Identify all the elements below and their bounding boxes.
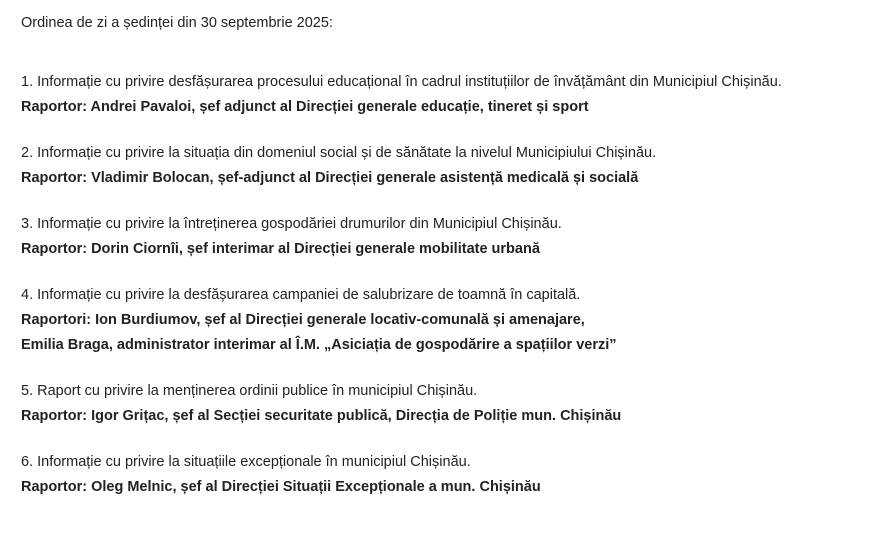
agenda-item-title: 2. Informație cu privire la situația din domeniul social și de sănătate la nivelul Municipiului Chișinău. [21, 145, 657, 161]
agenda-item-reporter: Raportor: Andrei Pavaloi, șef adjunct al Direcției generale educație, tineret și sport [21, 99, 589, 115]
agenda-item-reporter: Raportor: Dorin Ciornîi, șef interimar al Direcției generale mobilitate urbană [21, 241, 540, 257]
agenda-document [21, 13, 881, 497]
agenda-item-1 [21, 72, 881, 117]
agenda-item-title: 5. Raport cu privire la menținerea ordinii publice în municipiul Chișinău. [21, 383, 478, 399]
agenda-item-reporter: Emilia Braga, administrator interimar al Î.M. „Asiciația de gospodărire a spațiilor verzi” [21, 337, 617, 353]
agenda-item-3 [21, 214, 881, 259]
agenda-item-2 [21, 143, 881, 188]
agenda-item-4 [21, 285, 881, 355]
agenda-item-title: 3. Informație cu privire la întreținerea gospodăriei drumurilor din Municipiul Chișinău. [21, 216, 562, 232]
agenda-item-reporter: Raportori: Ion Burdiumov, șef al Direcției generale locativ-comunală și amenajare, [21, 312, 585, 328]
agenda-item-reporter: Raportor: Igor Grițac, șef al Secției securitate publică, Direcția de Poliție mun. Chișinău [21, 408, 622, 424]
agenda-item-reporter: Raportor: Oleg Melnic, șef al Direcției Situații Excepționale a mun. Chișinău [21, 479, 541, 495]
agenda-item-reporter: Raportor: Vladimir Bolocan, șef-adjunct al Direcției generale asistență medicală și socială [21, 170, 639, 186]
agenda-item-title: 6. Informație cu privire la situațiile excepționale în municipiul Chișinău. [21, 454, 471, 470]
agenda-item-title: 1. Informație cu privire desfășurarea procesului educațional în cadrul instituțiilor de învățământ din Municipiul Chișinău. [21, 74, 782, 90]
agenda-intro: Ordinea de zi a ședinței din 30 septembrie 2025: [21, 15, 333, 31]
agenda-item-title: 4. Informație cu privire la desfășurarea campaniei de salubrizare de toamnă în capitală. [21, 287, 581, 303]
agenda-item-6 [21, 452, 881, 497]
agenda-item-5 [21, 381, 881, 426]
